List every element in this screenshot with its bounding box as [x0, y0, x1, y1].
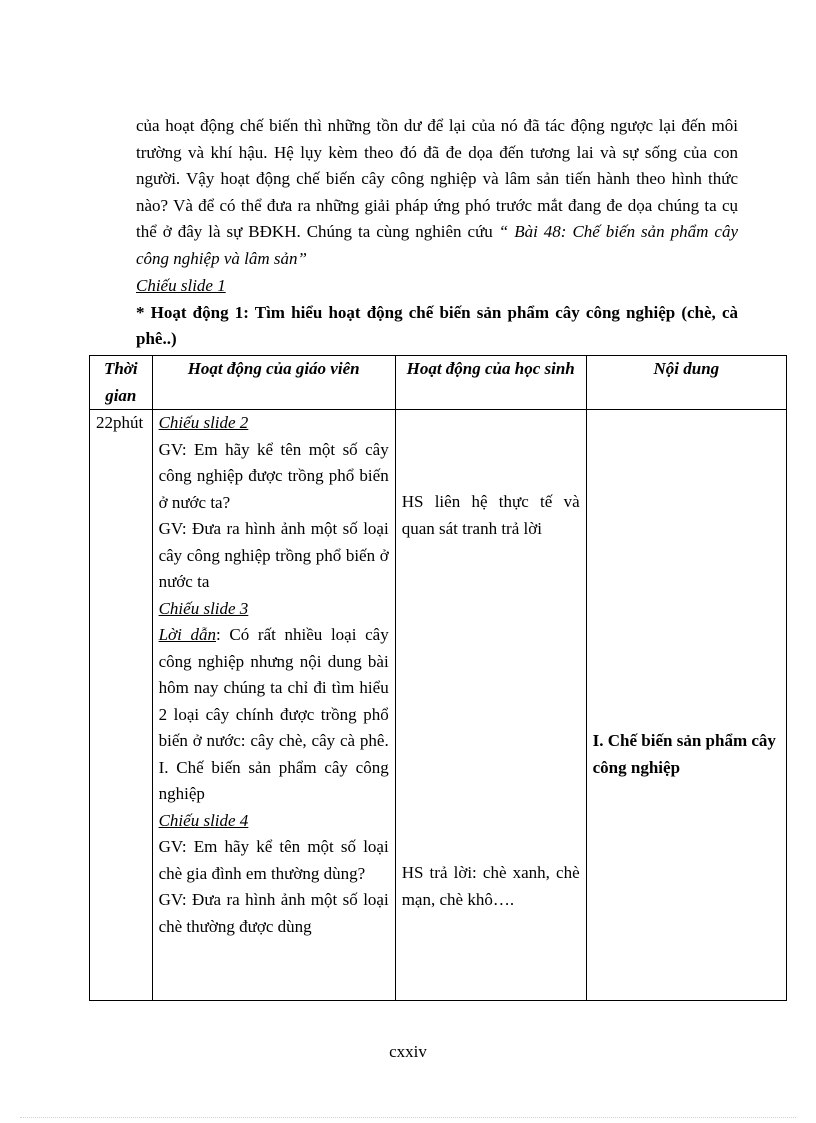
- lesson-title: “ Bài 48: Chế biến sản phẩm cây công nghiệp và lâm sản”: [136, 222, 738, 268]
- content-spacer: [593, 410, 780, 728]
- slide-4-link: Chiếu slide 4: [158, 810, 249, 830]
- table-row: [90, 410, 787, 1001]
- header-time: Thời gian: [90, 356, 153, 410]
- time-cell: 22phút: [90, 410, 153, 1001]
- teacher-cell: [152, 410, 395, 1001]
- intro-text: của hoạt động chế biến thì những tồn dư để lại của nó đã tác động ngược lại đến môi trường và khí hậu. Hệ lụy kèm theo đó đã đe dọa đến tương lai và sự sống của con người. Vậy hoạt động chế biến cây công nghiệp và lâm sản tiến hành theo hình thức nào? Và để có thể đưa ra những giải pháp ứng phó trước mắt đang đe dọa chúng ta cụ thể ở đây là sự BĐKH. Chúng ta cùng nghiên cứu: [136, 116, 738, 241]
- student-cell: [395, 410, 586, 1001]
- lesson-table: [89, 355, 787, 1001]
- student-spacer-2: [402, 542, 580, 860]
- teacher-action-1: GV: Đưa ra hình ảnh một số loại cây công nghiệp trồng phổ biến ở nước ta: [158, 519, 389, 591]
- activity-heading: * Hoạt động 1: Tìm hiểu hoạt động chế biến sản phẩm cây công nghiệp (chè, cà phê..): [136, 303, 738, 348]
- header-content: Nội dung: [586, 356, 786, 410]
- slide-3-link: Chiếu slide 3: [158, 598, 249, 618]
- loi-dan-label: Lời dẫn: [158, 625, 217, 644]
- teacher-question-1: GV: Em hãy kể tên một số cây công nghiệp được trồng phổ biến ở nước ta?: [158, 439, 389, 512]
- teacher-intro-speech: [159, 622, 389, 808]
- teacher-question-2: GV: Em hãy kể tên một số loại chè gia đình em thường dùng?: [158, 837, 389, 883]
- footer-divider: [20, 1117, 796, 1118]
- intro-paragraph: [136, 113, 738, 272]
- content-section-title: I. Chế biến sản phẩm cây công nghiệp: [592, 731, 776, 777]
- student-response-2: HS trả lời: chè xanh, chè mạn, chè khô….: [401, 863, 580, 909]
- header-student: Hoạt động của học sinh: [395, 356, 586, 410]
- student-response-1: HS liên hệ thực tế và quan sát tranh trả lời: [401, 492, 580, 538]
- content-cell: [586, 410, 786, 1001]
- header-teacher: Hoạt động của giáo viên: [152, 356, 395, 410]
- page-number: cxxiv: [389, 1042, 427, 1061]
- loi-dan-text: : Có rất nhiều loại cây công nghiệp nhưng nội dung bài hôm nay chúng ta chỉ đi tìm hiểu 2 loại cây chính được trồng phổ biến ở nước: cây chè, cây cà phê. I. Chế biến sản phẩm cây công nghiệp: [158, 625, 389, 803]
- teacher-action-2: GV: Đưa ra hình ảnh một số loại chè thường được dùng: [158, 890, 389, 936]
- student-spacer-1: [402, 410, 580, 489]
- slide-2-link: Chiếu slide 2: [158, 413, 249, 432]
- table-header-row: [90, 356, 787, 410]
- slide-1-link: Chiếu slide 1: [136, 276, 226, 295]
